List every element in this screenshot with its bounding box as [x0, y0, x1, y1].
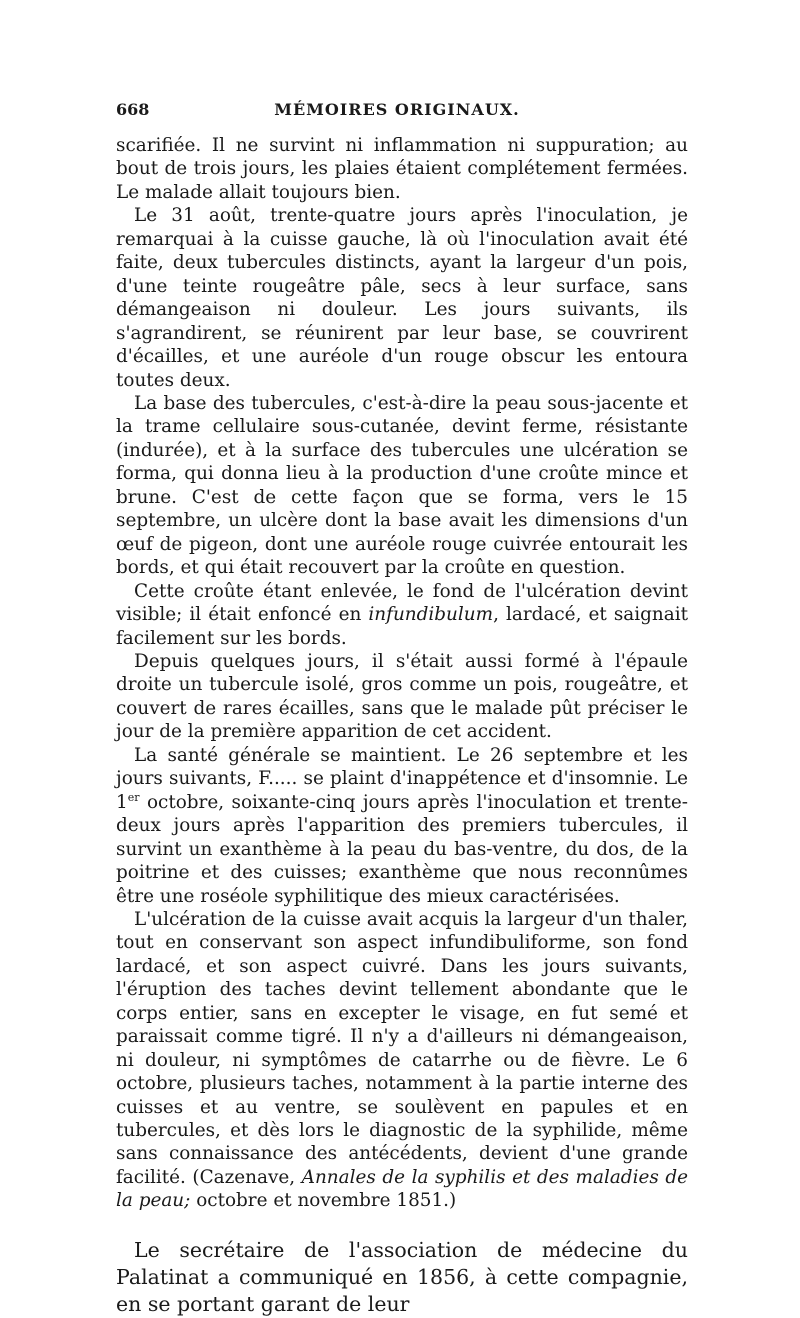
- paragraph: Le 31 août, trente-quatre jours après l'inoculation, je remarquai à la cuisse gauche, là où l'inoculation avait été faite, deux tubercules distincts, ayant la largeur d'un pois, d'une teinte rougeâtre pâle, secs à leur surface, sans démangeaison ni douleur. Les jours suivants, ils s'agrandirent, se réunirent par leur base, se couvrirent d'écailles, et une auréole d'un rouge obscur les entoura toutes deux.: [116, 205, 688, 391]
- paragraph: [116, 908, 688, 1213]
- superscript: er: [127, 790, 140, 804]
- paragraph: La base des tubercules, c'est-à-dire la peau sous-jacente et la trame cellulaire sous-cutanée, devint ferme, résistante (indurée), et à la surface des tubercules une ulcération se forma, qui donna lieu à la production d'une croûte mince et brune. C'est de cette façon que se forma, vers le 15 septembre, un ulcère dont la base avait les dimensions d'un œuf de pigeon, dont une auréole rouge cuivrée entourait les bords, et qui était recouvert par la croûte en question.: [116, 392, 688, 579]
- journal-citation: Annales de la syphilis et des maladies de la peau;: [116, 1166, 688, 1212]
- page-header: [116, 100, 688, 134]
- text-run: octobre, soixante-cinq jours après l'inoculation et trente-deux jours après l'apparition des premiers tubercules, il survint un exanthème à la peau du bas-ventre, du dos, de la poitrine et des cuisses; exanthème que nous reconnûmes être une roséole syphilitique des mieux caractérisées.: [116, 791, 688, 907]
- text-run: L'ulcération de la cuisse avait acquis la largeur d'un thaler, tout en conservant son aspect infundibuliforme, son fond lardacé, et son aspect cuivré. Dans les jours suivants, l'éruption des taches devint tellement abondante que le corps entier, sans en excepter le visage, en fut semé et paraissait comme tigré. Il n'y a d'ailleurs ni démangeaison, ni douleur, ni symptômes de catarrhe ou de fièvre. Le 6 octobre, plusieurs taches, notamment à la partie interne des cuisses et au ventre, se soulèvent en papules et en tubercules, et dès lors le diagnostic de la syphilide, même sans connaissance des antécédents, devient d'une grande facilité. (Cazenave,: [116, 908, 688, 1188]
- text-run: Cette croûte étant enlevée, le fond de l'ulcération devint visible; il était enfoncé en: [116, 580, 688, 626]
- paragraph: Le secrétaire de l'association de médecine du Palatinat a communiqué en 1856, à cette compagnie, en se portant garant de leur: [116, 1237, 688, 1316]
- running-title: MÉMOIRES ORIGINAUX.: [274, 100, 520, 119]
- text-run: octobre et novembre 1851.): [190, 1190, 457, 1212]
- paragraph: Depuis quelques jours, il s'était aussi formé à l'épaule droite un tubercule isolé, gros comme un pois, rougeâtre, et couvert de rares écailles, sans que le malade pût préciser le jour de la première apparition de cet accident.: [116, 650, 688, 743]
- final-paragraph-block: [116, 1237, 688, 1318]
- italic-term: infundibulum: [368, 604, 494, 626]
- text-run: , lardacé, et saignait facilement sur les bords.: [116, 604, 688, 649]
- paragraph: [116, 744, 688, 908]
- body-text: [116, 134, 688, 1213]
- page-number: 668: [116, 100, 150, 119]
- paragraph: [116, 580, 688, 650]
- paragraph: scarifiée. Il ne survint ni inflammation ni suppuration; au bout de trois jours, les plaies étaient complétement fermées. Le malade allait toujours bien.: [116, 135, 688, 203]
- text-run: La santé générale se maintient. Le 26 septembre et les jours suivants, F..... se plaint d'inappétence et d'insomnie. Le 1: [116, 744, 688, 813]
